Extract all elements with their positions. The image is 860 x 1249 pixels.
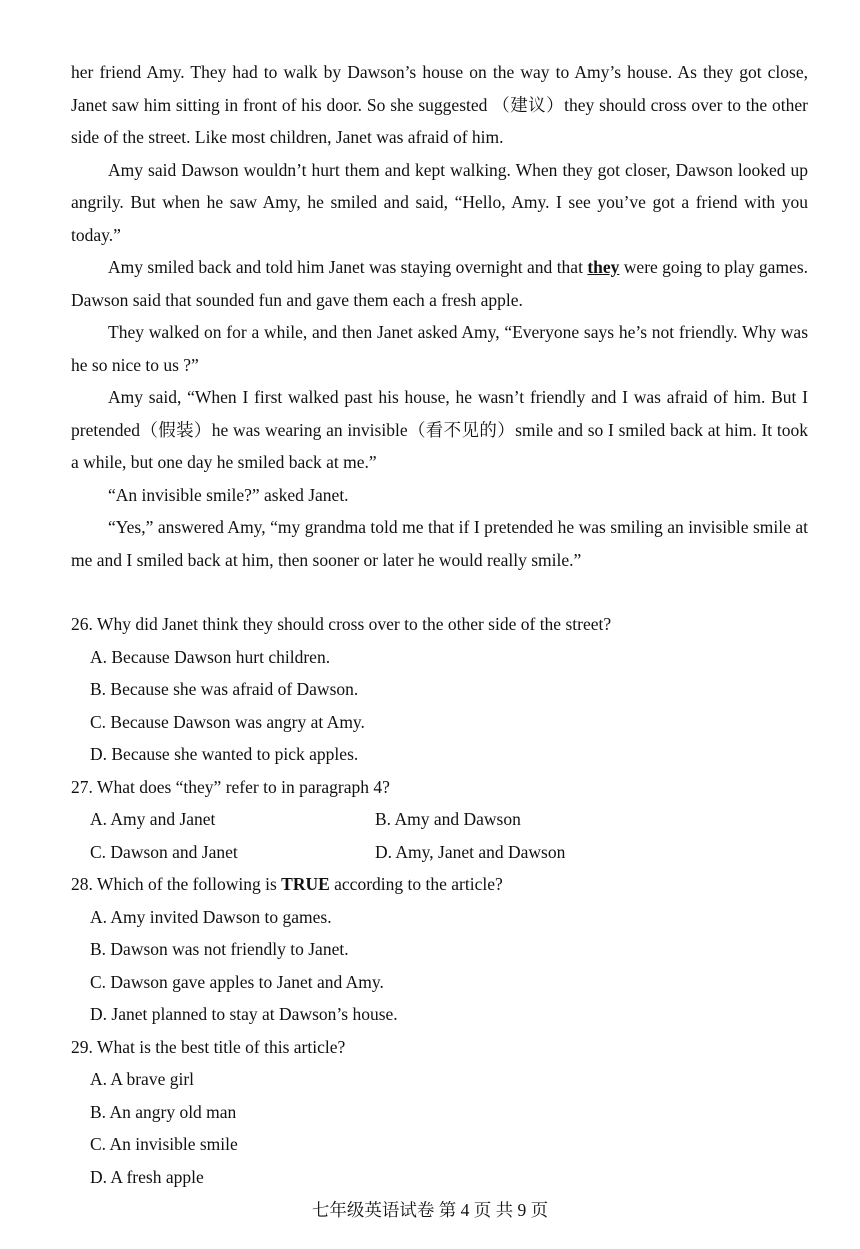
passage-paragraph-2: Amy said Dawson wouldn’t hurt them and kept walking. When they got closer, Dawson looked up angrily. But when he saw Amy, he smiled and said, “Hello, Amy. I see you’ve got a friend with you today.” <box>71 159 808 245</box>
question-29-option-a: A. A brave girl <box>90 1069 195 1089</box>
passage-paragraph-5: Amy said, “When I first walked past his house, he wasn’t friendly and I was afraid of him. But I pretended（假装）he was wearing an invisible（看不见的）smile and so I smiled back at him. It took a while, but one day he smiled back at me.” <box>71 387 808 472</box>
passage-paragraph-7: “Yes,” answered Amy, “my grandma told me that if I pretended he was smiling an invisible smile at me and I smiled back at him, then sooner or later he would really smile.” <box>71 517 808 570</box>
question-27-option-c: C. Dawson and Janet <box>90 841 238 862</box>
passage-paragraph-3 <box>71 251 808 316</box>
question-26-stem: 26. Why did Janet think they should cross over to the other side of the street? <box>71 614 612 634</box>
question-28-option-c: C. Dawson gave apples to Janet and Amy. <box>90 971 384 992</box>
question-27-options-row-1 <box>71 803 808 836</box>
question-29-option-c: C. An invisible smile <box>90 1134 238 1154</box>
question-list <box>71 608 808 1193</box>
passage-paragraph-6: “An invisible smile?” asked Janet. <box>108 484 349 505</box>
question-26-option-a: A. Because Dawson hurt children. <box>90 646 331 667</box>
question-28-stem-after: according to the article? <box>329 874 503 894</box>
question-27 <box>71 771 808 869</box>
question-28 <box>71 868 808 1031</box>
question-26-option-d: D. Because she wanted to pick apples. <box>90 744 359 764</box>
passage-paragraph-1: her friend Amy. They had to walk by Dawson’s house on the way to Amy’s house. As they got close, Janet saw him sitting in front of his door. So she suggested （建议）they should cross over to the other side of the street. Like most children, Janet was afraid of him. <box>71 62 808 147</box>
question-27-option-b: B. Amy and Dawson <box>375 809 521 829</box>
question-28-option-a: A. Amy invited Dawson to games. <box>90 906 332 927</box>
question-29-option-b: B. An angry old man <box>90 1101 237 1122</box>
question-28-stem <box>71 868 808 901</box>
question-27-stem: 27. What does “they” refer to in paragraph 4? <box>71 776 390 797</box>
question-28-stem-emphasis: TRUE <box>281 874 330 894</box>
reading-passage <box>71 56 808 576</box>
question-27-option-a: A. Amy and Janet <box>90 809 216 829</box>
question-29-stem: 29. What is the best title of this article? <box>71 1036 346 1057</box>
paragraph-3-text-after: were going to play games. Dawson said that sounded fun and gave them each a fresh apple. <box>71 257 809 310</box>
page-footer: 七年级英语试卷 第 4 页 共 9 页 <box>311 1200 549 1220</box>
question-28-option-b: B. Dawson was not friendly to Janet. <box>90 939 349 959</box>
underlined-keyword-they: they <box>587 257 620 277</box>
question-26-option-c: C. Because Dawson was angry at Amy. <box>90 711 365 732</box>
question-27-options-row-2 <box>71 836 808 869</box>
question-28-option-d: D. Janet planned to stay at Dawson’s house. <box>90 1004 398 1024</box>
question-26 <box>71 608 808 771</box>
question-28-stem-before: 28. Which of the following is <box>71 874 282 894</box>
question-29-option-d: D. A fresh apple <box>90 1166 204 1187</box>
question-29 <box>71 1031 808 1194</box>
passage-paragraph-4: They walked on for a while, and then Janet asked Amy, “Everyone says he’s not friendly. Why was he so nice to us ?” <box>71 322 808 375</box>
question-27-option-d: D. Amy, Janet and Dawson <box>375 841 566 862</box>
paragraph-3-text-before: Amy smiled back and told him Janet was staying overnight and that <box>108 257 588 277</box>
question-26-option-b: B. Because she was afraid of Dawson. <box>90 679 359 699</box>
